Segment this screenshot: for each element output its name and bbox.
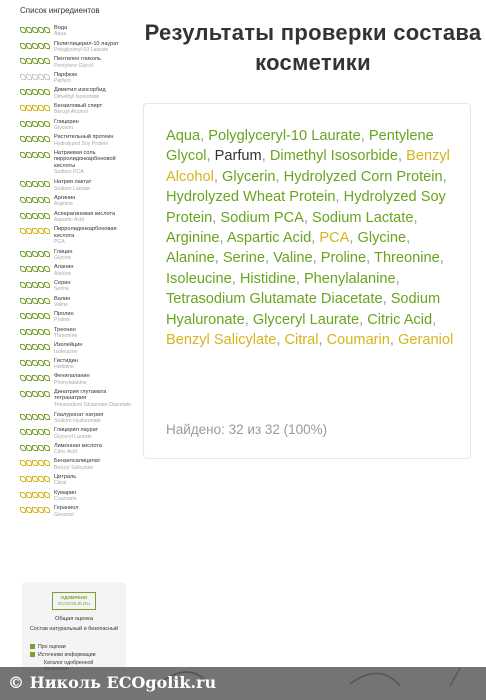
ingredient-name-ru: Гиалуронат натрия [54, 411, 104, 418]
ingredient-name-ru: Полиглицерил-10 лаурат [54, 40, 119, 47]
ingredient-name-en: Geraniol [54, 511, 74, 518]
rating-leaves-icon [20, 492, 50, 498]
ingredient-row [0, 226, 132, 249]
ingredient-token[interactable]: Histidine [239, 270, 296, 287]
ingredient-name-en: Citral [54, 480, 67, 487]
ingredient-separator: , [395, 270, 400, 287]
ingredient-name-ru: Пролин [54, 311, 74, 318]
ingredient-name-ru: Цитраль [54, 474, 77, 481]
summary-subtitle: Состав натуральный и безопасный [30, 626, 118, 632]
ingredient-name-en: Glyceryl Laurate [54, 433, 92, 440]
ingredient-separator: , [349, 230, 354, 247]
ingredient-token[interactable]: Tetrasodium Glutamate Diacetate [166, 291, 383, 308]
rating-leaves-icon [20, 507, 50, 513]
ingredient-token[interactable]: Sodium PCA [220, 209, 304, 226]
ingredient-name-en: Isoleucine [54, 348, 78, 355]
ingredient-separator: , [212, 209, 217, 226]
ingredient-separator: , [219, 230, 224, 247]
ingredient-separator: , [360, 128, 365, 144]
rating-leaves-icon [20, 251, 50, 257]
ingredient-name-ru: Валин [54, 295, 71, 302]
ingredient-separator: , [406, 230, 411, 247]
ingredient-row [0, 474, 132, 490]
ingredient-name-ru: Пентилен гликоль [54, 56, 101, 63]
ingredient-separator: , [214, 250, 219, 267]
ingredient-name-ru: Гераниол [54, 505, 79, 512]
ingredient-name-ru: Фенилаланин [54, 373, 90, 380]
ingredient-name-ru: Треонин [54, 326, 76, 333]
rating-leaves-icon [20, 476, 50, 482]
ingredient-name-en: Parfum [54, 78, 71, 85]
ingredient-token[interactable]: Hydrolyzed Wheat Protein [166, 189, 336, 206]
ingredient-separator: , [432, 311, 437, 328]
ingredient-separator: , [439, 250, 444, 267]
ingredient-token[interactable]: Pentylene Glycol [166, 128, 434, 165]
rating-leaves-icon [20, 360, 50, 366]
ingredient-separator: , [389, 332, 394, 349]
ingredient-name-ru: Растительный протеин [54, 134, 114, 141]
ingredient-token[interactable]: Geraniol [398, 332, 454, 349]
ingredient-name-en: Sodium PCA [54, 168, 84, 175]
ingredient-name-ru: Глицерин [54, 118, 79, 125]
ingredient-separator: , [206, 148, 211, 165]
rating-leaves-icon [20, 43, 50, 49]
ingredient-row [0, 211, 132, 227]
rating-leaves-icon [20, 152, 50, 158]
ingredient-token[interactable]: Threonine [374, 250, 440, 267]
ingredient-row [0, 41, 132, 57]
rating-leaves-icon [20, 266, 50, 272]
ingredient-name-ru: Динатрия глутамата тетранатрия [54, 389, 107, 402]
ingredient-name-en: Sodium Lactate [54, 185, 91, 192]
ingredient-token[interactable]: Polyglyceryl-10 Laurate [208, 128, 361, 144]
ingredient-token[interactable]: PCA [319, 230, 350, 247]
ingredient-token[interactable]: Glycine [357, 230, 407, 247]
ecogolik-approved-logo: ОДОБРЕНО ECOGOLIK.RU [52, 592, 96, 610]
ingredient-name-en: Arginine [54, 201, 74, 208]
ingredient-separator: , [442, 168, 447, 185]
ingredient-row [0, 505, 132, 521]
summary-title: Общая оценка [55, 616, 93, 622]
rating-leaves-icon [20, 375, 50, 381]
ingredient-row [0, 427, 132, 443]
rating-leaves-icon [20, 27, 50, 33]
ingredient-row [0, 264, 132, 280]
ingredient-separator: , [244, 311, 249, 328]
ingredient-row [0, 443, 132, 459]
ingredient-name-ru: Серин [54, 279, 71, 286]
ingredient-separator: , [265, 250, 270, 267]
ingredient-name-en: Coumarin [54, 496, 77, 503]
ingredient-token[interactable]: Phenylalanine [303, 270, 396, 287]
ingredient-name-en: Aspartic Acid [54, 216, 84, 223]
ingredient-token[interactable]: Proline [320, 250, 367, 267]
ingredient-row [0, 103, 132, 119]
ingredient-row [0, 25, 132, 41]
ingredient-text [166, 126, 462, 350]
rating-leaves-icon [20, 344, 50, 350]
ingredient-name-en: Benzyl Salicylate [54, 464, 94, 471]
ingredient-separator: , [303, 209, 308, 226]
ingredient-name-ru: Вода [54, 25, 68, 31]
ingredient-separator: , [231, 270, 236, 287]
ingredient-row [0, 195, 132, 211]
ingredient-token[interactable]: Valine [273, 250, 313, 267]
ingredient-separator: , [213, 168, 218, 185]
ingredient-row [0, 249, 132, 265]
ingredient-row [0, 311, 132, 327]
results-card [143, 103, 471, 459]
ingredient-row [0, 134, 132, 150]
ingredient-sidebar [0, 0, 132, 700]
ingredient-token[interactable]: Aspartic Acid [226, 230, 312, 247]
ingredient-token[interactable]: Serine [222, 250, 265, 267]
ingredient-name-en: Pentylene Glycol [54, 62, 93, 69]
ingredient-row [0, 342, 132, 358]
ingredient-name-ru: Лимонная кислота [54, 442, 102, 449]
rating-leaves-icon [20, 228, 50, 234]
ingredient-token[interactable]: Hydrolyzed Corn Protein [283, 168, 443, 185]
ingredient-name-ru: Гистидин [54, 357, 78, 364]
ingredient-token[interactable]: Citral [284, 332, 319, 349]
ingredient-name-en: Histidine [54, 364, 74, 371]
ingredient-row [0, 358, 132, 374]
ingredient-token[interactable]: Hydrolyzed Soy Protein [166, 189, 446, 226]
found-count: Найдено: 32 из 32 (100%) [166, 422, 328, 437]
ingredient-separator: , [311, 230, 316, 247]
ingredient-token[interactable]: Dimethyl Isosorbide [269, 148, 398, 165]
rating-leaves-icon [20, 213, 50, 219]
ingredient-separator: , [366, 250, 371, 267]
ingredient-name-en: Proline [54, 317, 71, 324]
ingredient-separator: , [413, 209, 418, 226]
ingredient-row [0, 389, 132, 412]
ingredient-separator: , [312, 250, 317, 267]
ingredient-token[interactable]: Benzyl Salicylate [166, 332, 277, 349]
rating-leaves-icon [20, 136, 50, 142]
ingredient-name-en: Sodium Hyaluronate [54, 418, 102, 425]
ingredient-separator: , [318, 332, 323, 349]
ingredient-token[interactable]: Glyceryl Laurate [252, 311, 360, 328]
ingredient-name-ru: Бензиловый спирт [54, 102, 103, 109]
rating-leaves-icon [20, 313, 50, 319]
ingredient-name-ru: Диметил изосорбид [54, 87, 106, 94]
ingredient-separator: , [359, 311, 364, 328]
link-approved-catalog[interactable]: Каталог одобренной [44, 660, 94, 666]
ingredient-name-ru: Изолейцин [54, 342, 83, 349]
ingredient-name-en: Benzyl Alcohol [54, 109, 88, 116]
ingredient-row [0, 412, 132, 428]
ingredient-token[interactable]: Sodium Hyaluronate [166, 291, 441, 328]
ingredient-name-ru: Парфюм [54, 71, 77, 78]
link-info-sources[interactable]: Источники информации [30, 652, 96, 658]
rating-leaves-icon [20, 460, 50, 466]
rating-leaves-icon [20, 121, 50, 127]
ingredient-token[interactable]: Isoleucine [166, 270, 232, 287]
rating-leaves-icon [20, 414, 50, 420]
rating-leaves-icon [20, 445, 50, 451]
ingredient-name-ru: Аргинин [54, 194, 76, 201]
sidebar-title: Список ингредиентов [20, 6, 100, 15]
ingredient-row [0, 72, 132, 88]
ingredient-name-ru: Пирролидонкарбоновая кислота [54, 226, 117, 239]
ingredient-row [0, 296, 132, 312]
ingredient-token[interactable]: Aqua [166, 128, 201, 144]
rating-leaves-icon [20, 329, 50, 335]
ingredient-name-en: Serine [54, 286, 69, 293]
ingredient-name-en: Polyglyceryl-10 Laurate [54, 46, 109, 53]
ingredient-token[interactable]: Coumarin [326, 332, 390, 349]
ingredient-name-en: Aqua [54, 31, 67, 38]
ingredient-name-en: Valine [54, 301, 69, 308]
ingredient-token[interactable]: Sodium Lactate [312, 209, 414, 226]
ingredient-row [0, 119, 132, 135]
rating-leaves-icon [20, 181, 50, 187]
ingredient-row [0, 458, 132, 474]
ingredient-row [0, 87, 132, 103]
ingredient-separator: , [275, 168, 280, 185]
ingredient-token[interactable]: Alanine [166, 250, 215, 267]
ingredient-name-en: Tetrasodium Glutamate Diacetate [54, 401, 131, 408]
ingredient-separator: , [335, 189, 340, 206]
ingredient-name-en: Hydrolyzed Soy Protein [54, 140, 109, 147]
bullet-icon [30, 652, 35, 657]
rating-leaves-icon [20, 89, 50, 95]
ingredient-name-ru: Кумарин [54, 489, 77, 496]
ingredient-row [0, 327, 132, 343]
ingredient-row [0, 150, 132, 180]
ingredient-separator: , [382, 291, 387, 308]
watermark-text: © Николь ECOgolik.ru [8, 673, 217, 692]
ingredient-token[interactable]: Glycerin [222, 168, 276, 185]
ingredient-separator: , [200, 128, 205, 144]
ingredient-row [0, 56, 132, 72]
ingredient-list [0, 25, 132, 521]
bullet-icon [30, 644, 35, 649]
ingredient-name-en: Alanine [54, 270, 72, 277]
ingredient-token[interactable]: Parfum [214, 148, 262, 165]
rating-leaves-icon [20, 105, 50, 111]
ingredient-row [0, 280, 132, 296]
rating-leaves-icon [20, 429, 50, 435]
ingredient-name-ru: Бензилсалицилат [54, 458, 101, 465]
ingredient-name-en: PCA [54, 238, 65, 245]
ingredient-name-en: Dimethyl Isosorbide [54, 93, 100, 100]
page-title: Результаты проверки состава косметики [144, 20, 482, 75]
ingredient-row [0, 179, 132, 195]
ingredient-separator: , [295, 270, 300, 287]
ingredient-name-en: Glycerin [54, 124, 74, 131]
ingredient-name-ru: Аланин [54, 264, 74, 271]
link-about-ratings[interactable]: Про оценки [30, 644, 66, 650]
rating-leaves-icon [20, 58, 50, 64]
ingredient-name-ru: Глицерил лаурат [54, 427, 99, 434]
ingredient-separator: , [276, 332, 281, 349]
ingredient-name-ru: Глицин [54, 248, 73, 255]
ingredient-name-ru: Аспарагиновая кислота [54, 210, 116, 217]
rating-leaves-icon [20, 298, 50, 304]
ingredient-row [0, 373, 132, 389]
ingredient-token[interactable]: Benzyl Alcohol [166, 148, 450, 185]
ingredient-name-ru: Натрия лактат [54, 179, 92, 186]
ingredient-name-ru: Натриевая соль пирролидонкарбоновой кислоты [54, 149, 116, 169]
ingredient-token[interactable]: Arginine [166, 230, 220, 247]
rating-leaves-icon [20, 74, 50, 80]
ingredient-row [0, 490, 132, 506]
rating-leaves-icon [20, 391, 50, 397]
ingredient-name-en: Glycine [54, 255, 72, 262]
ingredient-name-en: Citric Acid [54, 449, 78, 456]
rating-leaves-icon [20, 197, 50, 203]
ingredient-name-en: Threonine [54, 333, 78, 340]
rating-leaves-icon [20, 282, 50, 288]
ingredient-name-en: Phenylalanine [54, 379, 87, 386]
ingredient-separator: , [261, 148, 266, 165]
ingredient-separator: , [398, 148, 403, 165]
ingredient-token[interactable]: Citric Acid [367, 311, 433, 328]
